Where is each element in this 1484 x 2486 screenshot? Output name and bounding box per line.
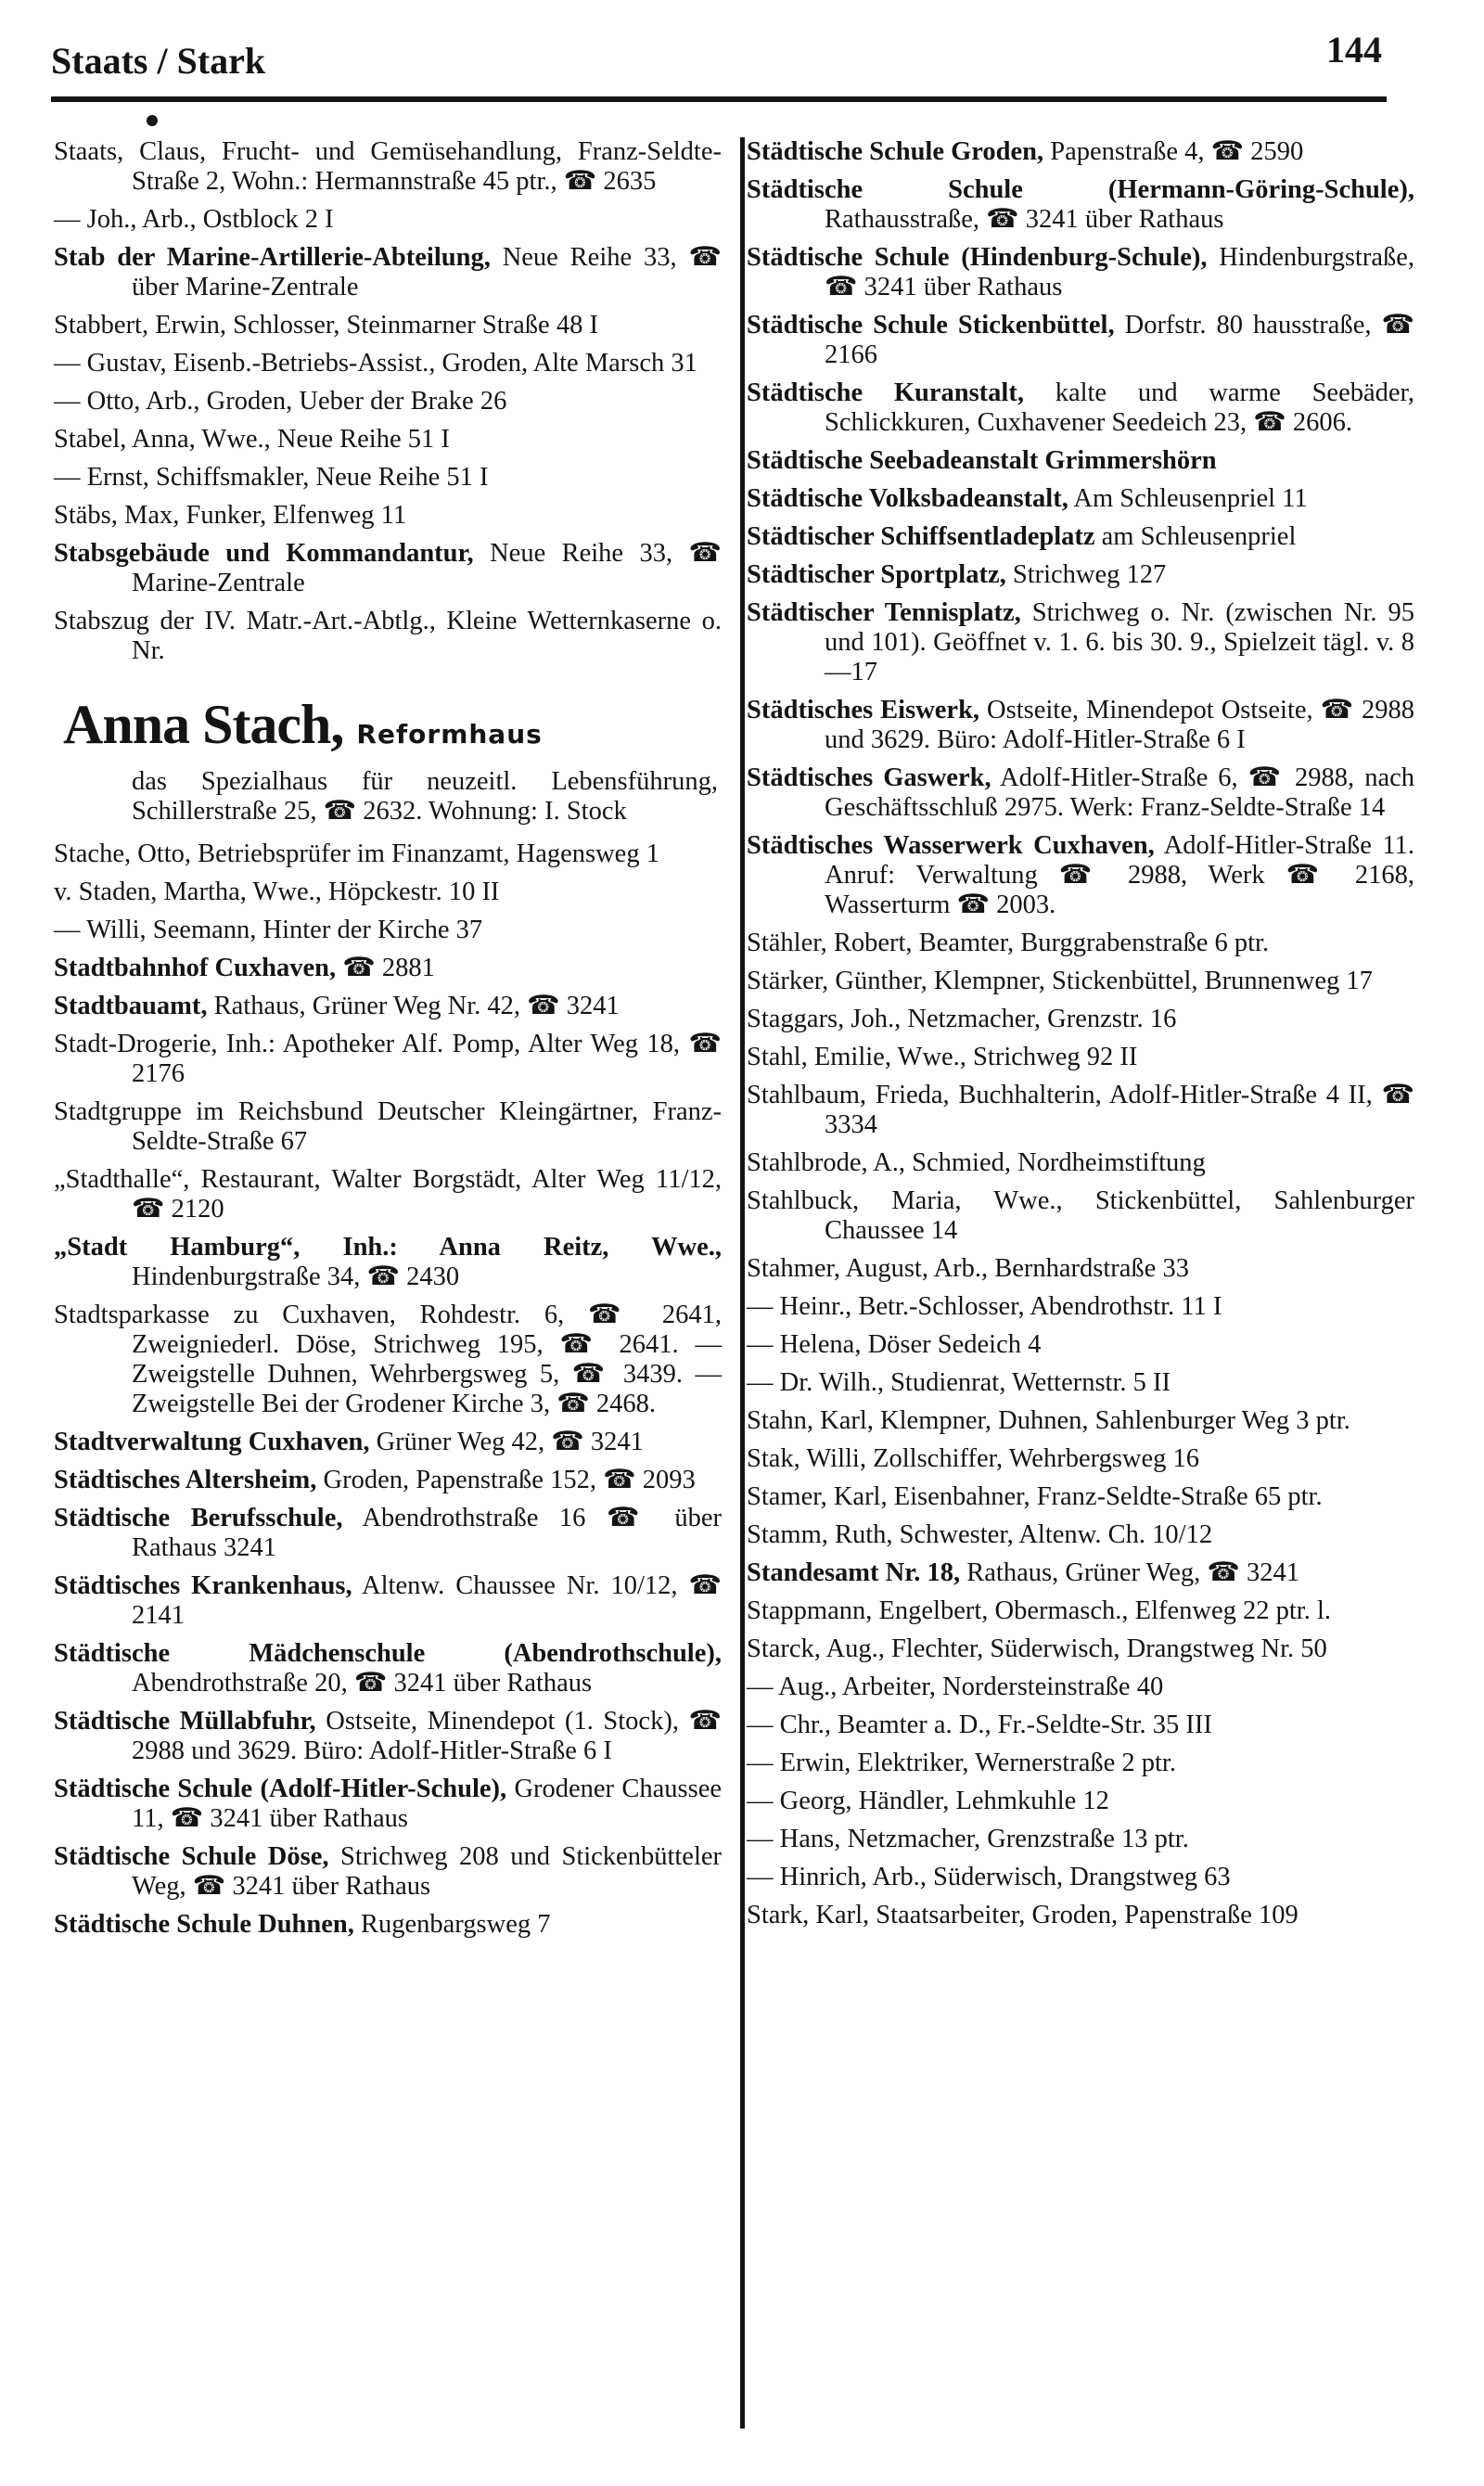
entry-text: Stahn, Karl, Klempner, Duhnen, Sahlenburger Weg 3 ptr. bbox=[747, 1406, 1350, 1435]
directory-entry bbox=[54, 539, 722, 598]
entry-list bbox=[54, 137, 722, 666]
directory-entry bbox=[747, 137, 1414, 167]
directory-entry bbox=[747, 1520, 1414, 1550]
entry-text: — Heinr., Betr.-Schlosser, Abendrothstr. 11 I bbox=[747, 1292, 1222, 1321]
entry-text: Altenw. Chaussee Nr. 10/12, ☎ 2141 bbox=[132, 1571, 722, 1630]
directory-entry bbox=[747, 1482, 1414, 1512]
entry-text: — Chr., Beamter a. D., Fr.-Seldte-Str. 35 III bbox=[747, 1711, 1212, 1739]
entry-text: — Otto, Arb., Groden, Ueber der Brake 26 bbox=[54, 387, 507, 416]
entry-text: Abendrothstraße 16 ☎ über Rathaus 3241 bbox=[132, 1504, 722, 1562]
entry-text: — Hans, Netzmacher, Grenzstraße 13 ptr. bbox=[747, 1825, 1189, 1853]
directory-entry bbox=[747, 1292, 1414, 1322]
entry-text: Stähler, Robert, Beamter, Burggrabenstraße 6 ptr. bbox=[747, 929, 1270, 957]
directory-entry bbox=[54, 992, 722, 1021]
entry-text: Groden, Papenstraße 152, ☎ 2093 bbox=[316, 1466, 696, 1494]
entry-text: Stappmann, Engelbert, Obermasch., Elfenweg 22 ptr. l. bbox=[747, 1596, 1332, 1625]
entry-text: Neue Reihe 33, ☎ Marine-Zentrale bbox=[132, 539, 723, 597]
entry-text: Abendrothstraße 20, ☎ 3241 über Rathaus bbox=[132, 1669, 593, 1698]
entry-text: Staats, Claus, Frucht- und Gemüsehandlung, Franz-Seldte-Straße 2, Wohn.: Hermannstraße 45 ptr., ☎ 2635 bbox=[54, 137, 722, 196]
entry-text: Stahmer, August, Arb., Bernhardstraße 33 bbox=[747, 1254, 1189, 1283]
entry-text: Rathaus, Grüner Weg, ☎ 3241 bbox=[960, 1558, 1300, 1587]
entry-text: Rathaus, Grüner Weg Nr. 42, ☎ 3241 bbox=[207, 992, 620, 1020]
directory-entry bbox=[54, 387, 722, 416]
entry-text: Stak, Willi, Zollschiffer, Wehrbergsweg 16 bbox=[747, 1444, 1200, 1473]
directory-entry bbox=[54, 954, 722, 983]
entry-text: Stadt-Drogerie, Inh.: Apotheker Alf. Pomp, Alter Weg 18, ☎ 2176 bbox=[54, 1030, 722, 1088]
entry-text: Stabel, Anna, Wwe., Neue Reihe 51 I bbox=[54, 425, 450, 454]
directory-entry bbox=[747, 378, 1414, 438]
entry-text: Strichweg 208 und Stickenbütteler Weg, ☎ 3241 über Rathaus bbox=[132, 1842, 723, 1901]
left-column bbox=[54, 137, 722, 1948]
directory-entry bbox=[54, 1233, 722, 1292]
directory-entry bbox=[54, 1707, 722, 1766]
directory-entry bbox=[747, 446, 1414, 476]
entry-text: Papenstraße 4, ☎ 2590 bbox=[1043, 137, 1304, 166]
directory-entry bbox=[747, 696, 1414, 755]
entry-name: Städtische Schule (Adolf-Hitler-Schule), bbox=[54, 1775, 507, 1803]
directory-entry bbox=[747, 967, 1414, 996]
directory-entry bbox=[747, 1825, 1414, 1854]
entry-text: Ostseite, Minendepot Ostseite, ☎ 2988 und 3629. Büro: Adolf-Hitler-Straße 6 I bbox=[825, 696, 1414, 754]
directory-entry bbox=[54, 349, 722, 378]
directory-entry bbox=[747, 1863, 1414, 1892]
directory-entry bbox=[54, 463, 722, 493]
directory-entry bbox=[54, 1639, 722, 1698]
entry-name: Städtische Seebadeanstalt Grimmershörn bbox=[747, 446, 1217, 475]
entry-text: Dorfstr. 80 hausstraße, ☎ 2166 bbox=[825, 311, 1415, 369]
directory-entry bbox=[747, 763, 1414, 823]
entry-text: Stärker, Günther, Klempner, Stickenbüttel, Brunnenweg 17 bbox=[747, 967, 1373, 995]
directory-entry bbox=[747, 1254, 1414, 1284]
directory-entry bbox=[747, 1368, 1414, 1398]
entry-name: Städtische Schule (Hermann-Göring-Schule), bbox=[747, 175, 1414, 204]
entry-text: v. Staden, Martha, Wwe., Höpckestr. 10 II bbox=[54, 878, 500, 906]
entry-name: Stadtbahnhof Cuxhaven, bbox=[54, 954, 337, 982]
directory-entry bbox=[747, 929, 1414, 958]
entry-text: am Schleusenpriel bbox=[1094, 522, 1297, 551]
entry-name: „Stadt Hamburg“, Inh.: Anna Reitz, Wwe., bbox=[54, 1233, 722, 1262]
directory-entry bbox=[747, 560, 1414, 590]
advertisement-title bbox=[54, 692, 722, 767]
running-header: Staats / Stark bbox=[51, 40, 266, 82]
directory-entry bbox=[747, 1711, 1414, 1740]
entry-text: Stabbert, Erwin, Schlosser, Steinmarner Straße 48 I bbox=[54, 311, 598, 340]
entry-text: „Stadthalle“, Restaurant, Walter Borgstädt, Alter Weg 11/12, ☎ 2120 bbox=[54, 1165, 722, 1224]
directory-entry bbox=[54, 1504, 722, 1563]
entry-name: Städtische Schule Döse, bbox=[54, 1842, 329, 1871]
entry-name: Städtisches Wasserwerk Cuxhaven, bbox=[747, 831, 1155, 860]
entry-text: Ostseite, Minendepot (1. Stock), ☎ 2988 und 3629. Büro: Adolf-Hitler-Straße 6 I bbox=[132, 1707, 722, 1765]
entry-text: — Joh., Arb., Ostblock 2 I bbox=[54, 205, 334, 234]
entry-text: — Dr. Wilh., Studienrat, Wetternstr. 5 II bbox=[747, 1368, 1171, 1397]
directory-entry bbox=[54, 1301, 722, 1419]
entry-name: Städtischer Sportplatz, bbox=[747, 560, 1006, 589]
entry-text: ☎ 2881 bbox=[336, 954, 435, 982]
entry-name: Standesamt Nr. 18, bbox=[747, 1558, 961, 1587]
entry-text: Starck, Aug., Flechter, Süderwisch, Drangstweg Nr. 50 bbox=[747, 1634, 1327, 1663]
directory-entry bbox=[747, 522, 1414, 552]
directory-entry bbox=[54, 137, 722, 197]
entry-name: Städtische Schule Duhnen, bbox=[54, 1910, 354, 1939]
directory-entry bbox=[747, 1596, 1414, 1626]
directory-entry bbox=[747, 598, 1414, 687]
directory-entry bbox=[747, 1444, 1414, 1474]
entry-text: Stäbs, Max, Funker, Elfenweg 11 bbox=[54, 501, 407, 530]
entry-text: Neue Reihe 33, ☎ über Marine-Zentrale bbox=[132, 243, 722, 301]
directory-entry bbox=[54, 916, 722, 945]
directory-entry bbox=[54, 1466, 722, 1495]
directory-entry bbox=[747, 1186, 1414, 1246]
directory-entry bbox=[54, 425, 722, 455]
directory-entry bbox=[747, 1558, 1414, 1588]
directory-entry bbox=[54, 607, 722, 666]
directory-entry bbox=[54, 878, 722, 907]
entry-name: Städtisches Altersheim, bbox=[54, 1466, 317, 1494]
entry-text: Rathausstraße, ☎ 3241 über Rathaus bbox=[825, 205, 1224, 234]
entry-text: — Georg, Händler, Lehmkuhle 12 bbox=[747, 1787, 1109, 1815]
entry-text: — Willi, Seemann, Hinter der Kirche 37 bbox=[54, 916, 483, 944]
directory-entry bbox=[747, 1406, 1414, 1436]
directory-entry bbox=[54, 501, 722, 531]
entry-name: Städtischer Tennisplatz, bbox=[747, 598, 1021, 627]
entry-text: Strichweg o. Nr. (zwischen Nr. 95 und 101). Geöffnet v. 1. 6. bis 30. 9., Spielzeit tägl. v. 8—17 bbox=[825, 598, 1415, 686]
directory-entry bbox=[747, 1634, 1414, 1664]
entry-text: — Erwin, Elektriker, Wernerstraße 2 ptr. bbox=[747, 1749, 1176, 1777]
directory-entry bbox=[747, 484, 1414, 514]
entry-text: — Ernst, Schiffsmakler, Neue Reihe 51 I bbox=[54, 463, 489, 492]
page-number: 144 bbox=[1326, 29, 1382, 70]
entry-text: Adolf-Hitler-Straße 6, ☎ 2988, nach Geschäftsschluß 2975. Werk: Franz-Seldte-Straße 14 bbox=[825, 763, 1414, 822]
directory-entry bbox=[54, 1775, 722, 1834]
directory-entry bbox=[54, 1030, 722, 1089]
entry-name: Städtisches Krankenhaus, bbox=[54, 1571, 352, 1600]
directory-entry bbox=[54, 1097, 722, 1157]
entry-text: Stahlbrode, A., Schmied, Nordheimstiftung bbox=[747, 1148, 1206, 1177]
directory-entry bbox=[54, 243, 722, 302]
entry-name: Städtische Schule (Hindenburg-Schule), bbox=[747, 243, 1208, 272]
directory-entry bbox=[747, 1787, 1414, 1816]
directory-entry bbox=[54, 1165, 722, 1224]
entry-text: Adolf-Hitler-Straße 11. Anruf: Verwaltung ☎ 2988, Werk ☎ 2168, Wasserturm ☎ 2003. bbox=[825, 831, 1414, 919]
directory-entry bbox=[54, 205, 722, 235]
entry-text: — Helena, Döser Sedeich 4 bbox=[747, 1330, 1042, 1359]
entry-text: Strichweg 127 bbox=[1005, 560, 1167, 589]
directory-entry bbox=[747, 1901, 1414, 1930]
entry-text: Rugenbargsweg 7 bbox=[353, 1910, 551, 1939]
directory-entry bbox=[747, 1148, 1414, 1178]
entry-text: Stadtgruppe im Reichsbund Deutscher Kleingärtner, Franz-Seldte-Straße 67 bbox=[54, 1097, 722, 1156]
entry-name: Stadtbauamt, bbox=[54, 992, 208, 1020]
advertisement-name: Anna Stach, bbox=[63, 694, 344, 755]
entry-name: Städtische Mädchenschule (Abendrothschule), bbox=[54, 1639, 722, 1668]
advertisement bbox=[54, 692, 722, 827]
directory-entry bbox=[747, 311, 1414, 370]
entry-list bbox=[54, 839, 722, 1940]
entry-text: Grodener Chaussee 11, ☎ 3241 über Rathaus bbox=[132, 1775, 722, 1833]
column-divider bbox=[740, 137, 745, 2428]
entry-name: Stadtverwaltung Cuxhaven, bbox=[54, 1428, 370, 1456]
right-column bbox=[747, 137, 1414, 1939]
entry-name: Städtische Berufsschule, bbox=[54, 1504, 343, 1532]
directory-entry bbox=[54, 311, 722, 340]
entry-text: Stadtsparkasse zu Cuxhaven, Rohdestr. 6, ☎ 2641, Zweigniederl. Döse, Strichweg 195, ☎ 2641. — Zweigstelle Duhnen, Wehrbergsweg 5, ☎ 3439. — Zweigstelle Bei der Grodener Kirche 3, ☎ 2468. bbox=[54, 1301, 722, 1418]
directory-entry bbox=[747, 1749, 1414, 1778]
directory-entry bbox=[747, 1081, 1414, 1140]
advertisement-tagline: Reformhaus bbox=[356, 719, 543, 750]
entry-text: Stamm, Ruth, Schwester, Altenw. Ch. 10/12 bbox=[747, 1520, 1213, 1549]
directory-entry bbox=[54, 1428, 722, 1457]
entry-name: Städtische Müllabfuhr, bbox=[54, 1707, 316, 1736]
directory-entry bbox=[747, 1005, 1414, 1034]
entry-text: Stahl, Emilie, Wwe., Strichweg 92 II bbox=[747, 1043, 1138, 1071]
header-rule bbox=[51, 96, 1387, 102]
entry-name: Stabsgebäude und Kommandantur, bbox=[54, 539, 474, 568]
entry-name: Städtische Schule Groden, bbox=[747, 137, 1044, 166]
directory-entry bbox=[747, 1672, 1414, 1702]
entry-text: Stahlbaum, Frieda, Buchhalterin, Adolf-Hitler-Straße 4 II, ☎ 3334 bbox=[747, 1081, 1414, 1139]
entry-name: Städtisches Gaswerk, bbox=[747, 763, 991, 792]
entry-text: — Aug., Arbeiter, Nordersteinstraße 40 bbox=[747, 1672, 1164, 1701]
entry-text: — Hinrich, Arb., Süderwisch, Drangstweg 63 bbox=[747, 1863, 1231, 1891]
entry-text: Grüner Weg 42, ☎ 3241 bbox=[369, 1428, 644, 1456]
entry-text: Stache, Otto, Betriebsprüfer im Finanzamt, Hagensweg 1 bbox=[54, 839, 659, 868]
entry-text: Stamer, Karl, Eisenbahner, Franz-Seldte-Straße 65 ptr. bbox=[747, 1482, 1323, 1511]
directory-entry bbox=[747, 831, 1414, 920]
entry-text: Am Schleusenpriel 11 bbox=[1068, 484, 1308, 513]
directory-entry bbox=[747, 175, 1414, 235]
directory-entry bbox=[54, 839, 722, 869]
directory-entry bbox=[54, 1842, 722, 1902]
entry-text: Hindenburgstraße, ☎ 3241 über Rathaus bbox=[825, 243, 1414, 301]
directory-entry bbox=[54, 1910, 722, 1940]
entry-name: Städtische Kuranstalt, bbox=[747, 378, 1024, 407]
entry-text: Staggars, Joh., Netzmacher, Grenzstr. 16 bbox=[747, 1005, 1177, 1033]
entry-name: Städtisches Eiswerk, bbox=[747, 696, 980, 724]
directory-entry bbox=[54, 1571, 722, 1631]
entry-name: Stab der Marine-Artillerie-Abteilung, bbox=[54, 243, 491, 272]
advertisement-body: das Spezialhaus für neuzeitl. Lebensführung, Schillerstraße 25, ☎ 2632. Wohnung: I. Stock bbox=[132, 767, 718, 826]
entry-text: kalte und warme Seebäder, Schlickkuren, Cuxhavener Seedeich 23, ☎ 2606. bbox=[825, 378, 1414, 437]
entry-name: Städtische Schule Stickenbüttel, bbox=[747, 311, 1115, 340]
directory-entry bbox=[747, 243, 1414, 302]
directory-entry bbox=[747, 1043, 1414, 1072]
entry-name: Städtischer Schiffsentladeplatz bbox=[747, 522, 1095, 551]
entry-name: Städtische Volksbadeanstalt, bbox=[747, 484, 1068, 513]
entry-text: Stark, Karl, Staatsarbeiter, Groden, Papenstraße 109 bbox=[747, 1901, 1298, 1929]
entry-list bbox=[747, 137, 1414, 1930]
entry-text: — Gustav, Eisenb.-Betriebs-Assist., Groden, Alte Marsch 31 bbox=[54, 349, 697, 378]
bullet-mark bbox=[147, 115, 158, 126]
directory-entry bbox=[747, 1330, 1414, 1360]
entry-text: Stahlbuck, Maria, Wwe., Stickenbüttel, Sahlenburger Chaussee 14 bbox=[747, 1186, 1414, 1245]
entry-text: Stabszug der IV. Matr.-Art.-Abtlg., Kleine Wetternkaserne o. Nr. bbox=[54, 607, 722, 665]
entry-text: Hindenburgstraße 34, ☎ 2430 bbox=[132, 1262, 460, 1291]
